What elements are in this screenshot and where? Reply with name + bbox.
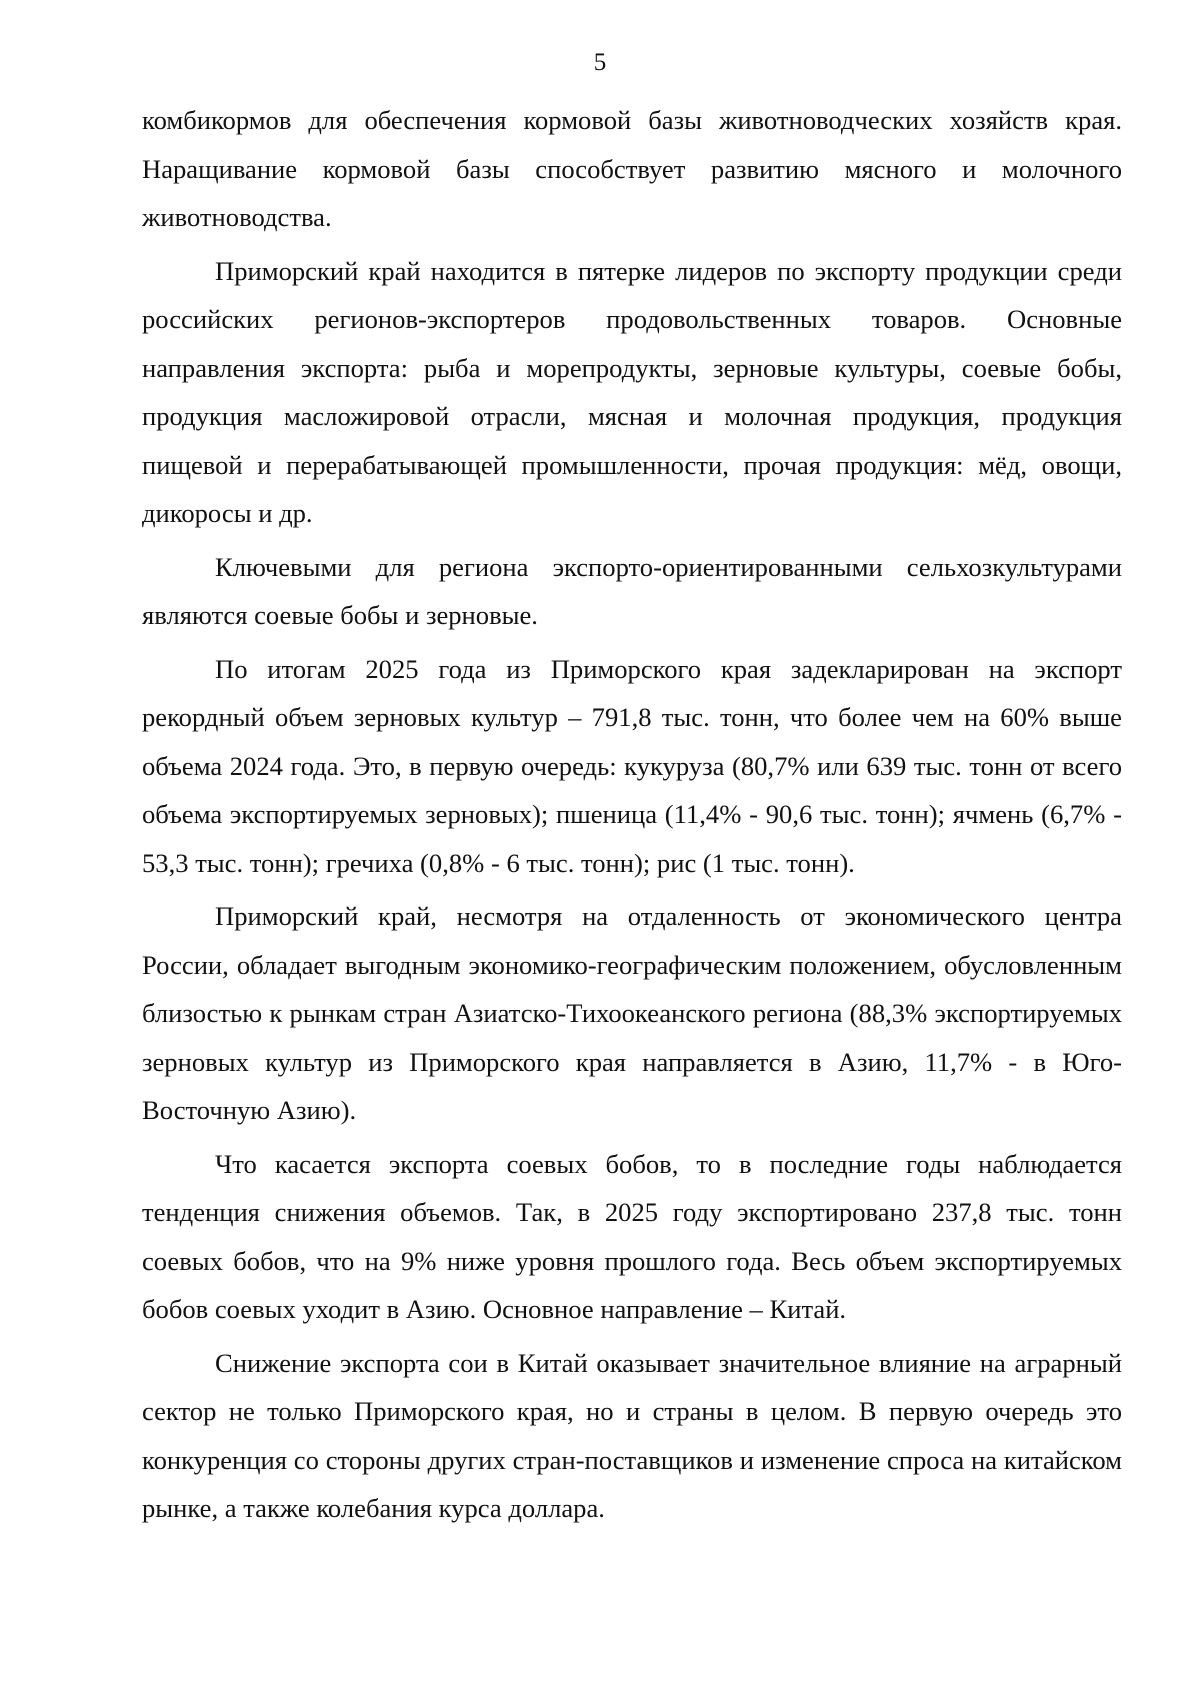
- paragraph-geographic-position: Приморский край, несмотря на отдаленность от экономического центра России, обладает выгодным экономико-географическим положением, обусловленным близостью к рынкам стран Азиатско-Тихоокеанского региона (88,3% экспортируемых зерновых культур из Приморского края направляется в Азию, 11,7% - в Юго-Восточную Азию).: [142, 901, 1122, 1125]
- paragraph-key-crops: Ключевыми для региона экспорто-ориентированными сельхозкультурами являются соевые бобы и зерновые.: [142, 551, 1122, 630]
- document-body: [142, 96, 1122, 1533]
- page-number: 5: [593, 49, 607, 76]
- paragraph-soy-export-decline: Снижение экспорта сои в Китай оказывает значительное влияние на аграрный сектор не только Приморского края, но и страны в целом. В первую очередь это конкуренция со стороны других стран-поставщиков и изменение спроса на китайском рынке, а также колебания курса доллара.: [142, 1347, 1122, 1523]
- paragraph-feed-base-continuation: комбикормов для обеспечения кормовой базы животноводческих хозяйств края. Наращивание кормовой базы способствует развитию мясного и молочного животноводства.: [142, 105, 1122, 232]
- paragraph-export-leaders: Приморский край находится в пятерке лидеров по экспорту продукции среди российских регионов-экспортеров продовольственных товаров. Основные направления экспорта: рыба и морепродукты, зерновые культуры, соевые бобы, продукция масложировой отрасли, мясная и молочная продукция, продукция пищевой и перерабатывающей промышленности, прочая продукция: мёд, овощи, дикоросы и др.: [142, 255, 1122, 528]
- paragraph-soybean-export: Что касается экспорта соевых бобов, то в последние годы наблюдается тенденция снижения объемов. Так, в 2025 году экспортировано 237,8 тыс. тонн соевых бобов, что на 9% ниже уровня прошлого года. Весь объем экспортируемых бобов соевых уходит в Азию. Основное направление – Китай.: [142, 1148, 1122, 1324]
- paragraph-grain-export-2025: По итогам 2025 года из Приморского края задекларирован на экспорт рекордный объем зерновых культур – 791,8 тыс. тонн, что более чем на 60% выше объема 2024 года. Это, в первую очередь: кукуруза (80,7% или 639 тыс. тонн от всего объема экспортируемых зерновых); пшеница (11,4% - 90,6 тыс. тонн); ячмень (6,7% - 53,3 тыс. тонн); гречиха (0,8% - 6 тыс. тонн); рис (1 тыс. тонн).: [142, 653, 1122, 878]
